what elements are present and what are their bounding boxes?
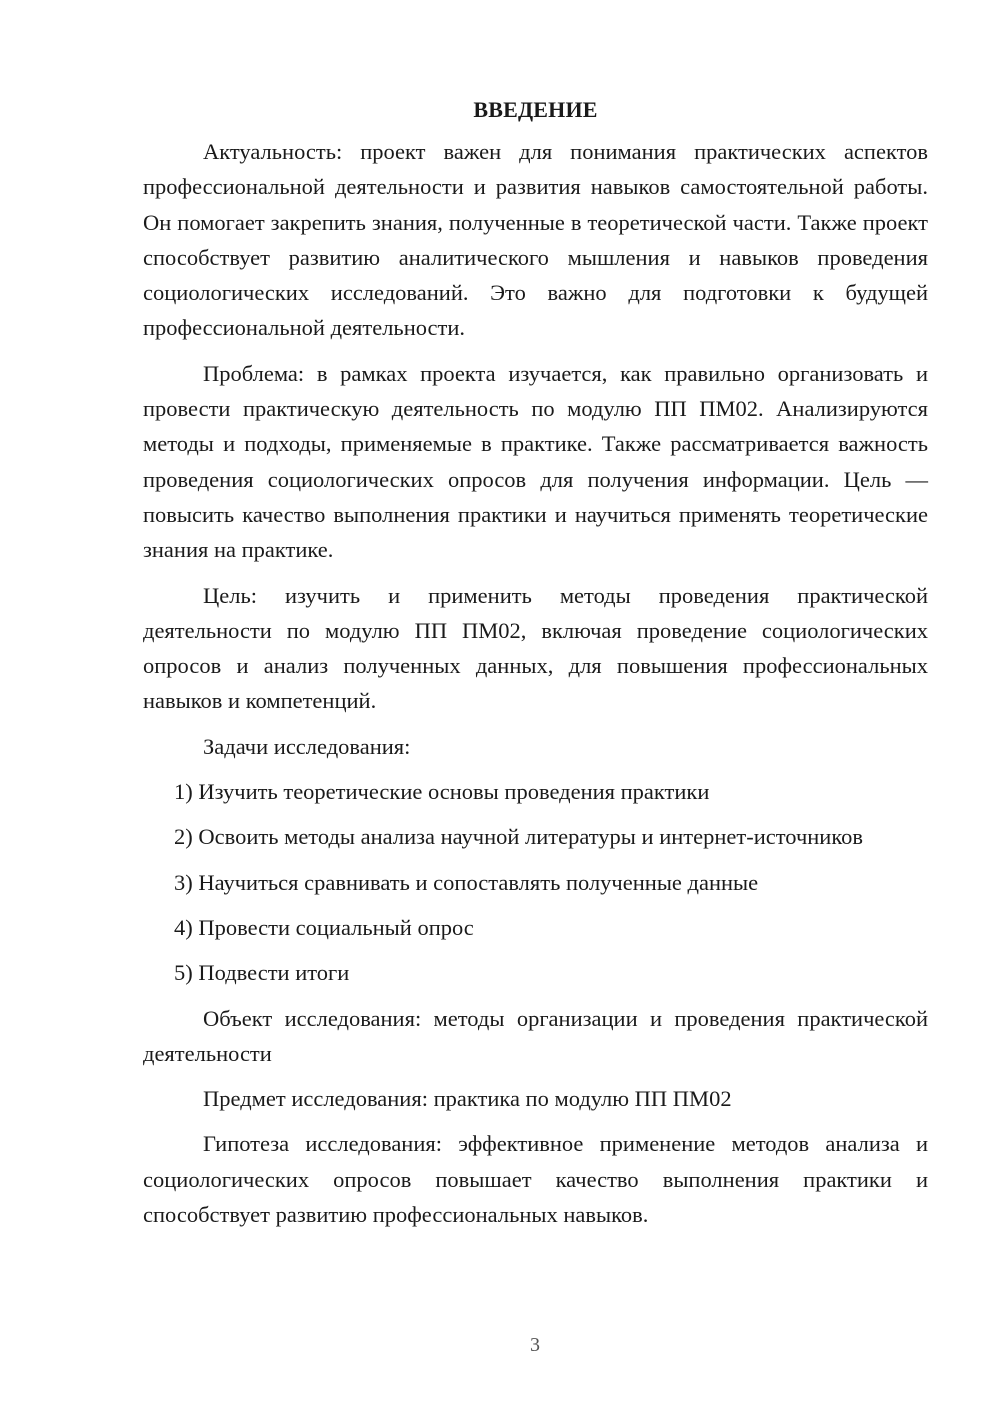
task-item-4: 4) Провести социальный опрос: [174, 914, 474, 940]
section-title: ВВЕДЕНИЕ: [473, 97, 598, 122]
paragraph-subject: Предмет исследования: практика по модулю ПП ПМ02: [203, 1086, 732, 1112]
task-item-3: 3) Научиться сравнивать и сопоставлять полученные данные: [174, 869, 759, 895]
paragraph-relevance: Актуальность: проект важен для понимания практических аспектов профессиональной деятельности и развития навыков самостоятельной работы. Он помогает закрепить знания, полученные в теоретической части. Также проект способствует развитию аналитического мышления и навыков проведения социологических исследований. Это важно для подготовки к будущей профессиональной деятельности.: [143, 139, 928, 341]
paragraph-object: Объект исследования: методы организации и проведения практической деятельности: [143, 1005, 928, 1066]
task-item-1: 1) Изучить теоретические основы проведения практики: [174, 779, 710, 805]
paragraph-problem: Проблема: в рамках проекта изучается, как правильно организовать и провести практическую деятельность по модулю ПП ПМ02. Анализируются методы и подходы, применяемые в практике. Также рассматривается важность проведения социологических опросов для получения информации. Цель — повысить качество выполнения практики и научиться применять теоретические знания на практике.: [143, 360, 928, 563]
page-number: 3: [530, 1334, 540, 1356]
task-item-2: 2) Освоить методы анализа научной литературы и интернет-источников: [174, 824, 864, 850]
task-item-5: 5) Подвести итоги: [174, 960, 350, 986]
tasks-heading: Задачи исследования:: [203, 733, 411, 759]
paragraph-goal: Цель: изучить и применить методы проведения практической деятельности по модулю ПП ПМ02, включая проведение социологических опросов и анализ полученных данных, для повышения профессиональных навыков и компетенций.: [143, 582, 928, 714]
paragraph-hypothesis: Гипотеза исследования: эффективное применение методов анализа и социологических опросов повышает качество выполнения практики и способствует развитию профессиональных навыков.: [143, 1131, 928, 1228]
document-page: [143, 96, 928, 1242]
